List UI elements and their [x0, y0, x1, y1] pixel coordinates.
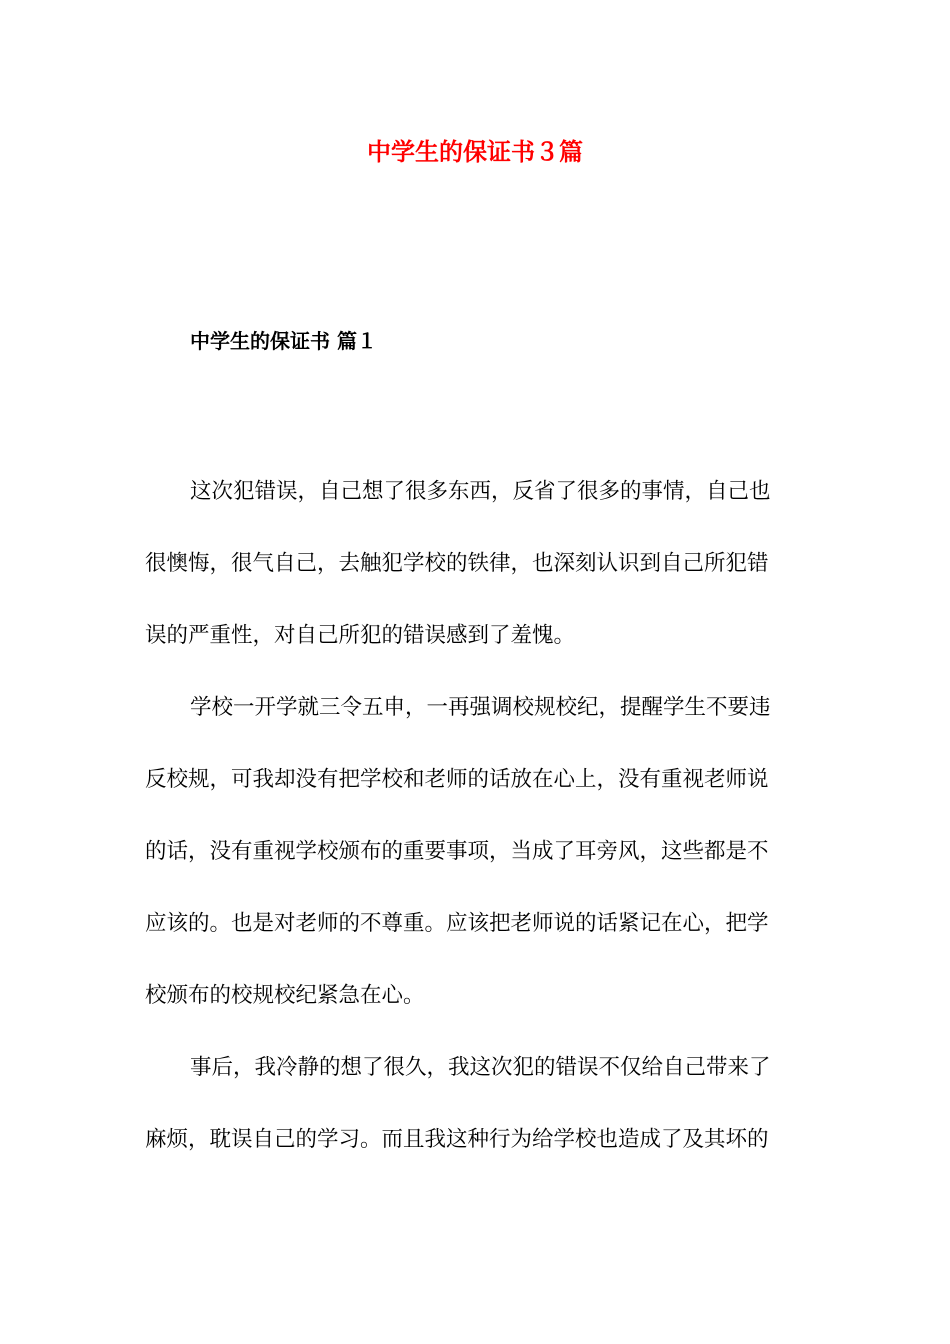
document-title: 中学生的保证书３篇 — [367, 137, 583, 166]
text-line: 学校一开学就三令五申，一再强调校规校纪，提醒学生不要违 — [190, 695, 771, 720]
text-line: 反校规，可我却没有把学校和老师的话放在心上，没有重视老师说 — [145, 767, 769, 792]
text-line: 这次犯错误，自己想了很多东西，反省了很多的事情，自己也 — [190, 479, 771, 504]
body-text — [145, 474, 810, 1194]
text-line: 校颁布的校规校纪紧急在心。 — [145, 983, 425, 1008]
text-line: 麻烦，耽误自己的学习。而且我这种行为给学校也造成了及其坏的 — [145, 1127, 769, 1152]
text-line: 应该的。也是对老师的不尊重。应该把老师说的话紧记在心，把学 — [145, 911, 769, 936]
text-line: 很懊悔，很气自己，去触犯学校的铁律，也深刻认识到自己所犯错 — [145, 551, 769, 576]
text-line: 的话，没有重视学校颁布的重要事项，当成了耳旁风，这些都是不 — [145, 839, 769, 864]
text-line: 事后，我冷静的想了很久，我这次犯的错误不仅给自己带来了 — [190, 1055, 771, 1080]
text-line: 误的严重性，对自己所犯的错误感到了羞愧。 — [145, 623, 576, 648]
section-heading: 中学生的保证书 篇１ — [190, 329, 377, 353]
